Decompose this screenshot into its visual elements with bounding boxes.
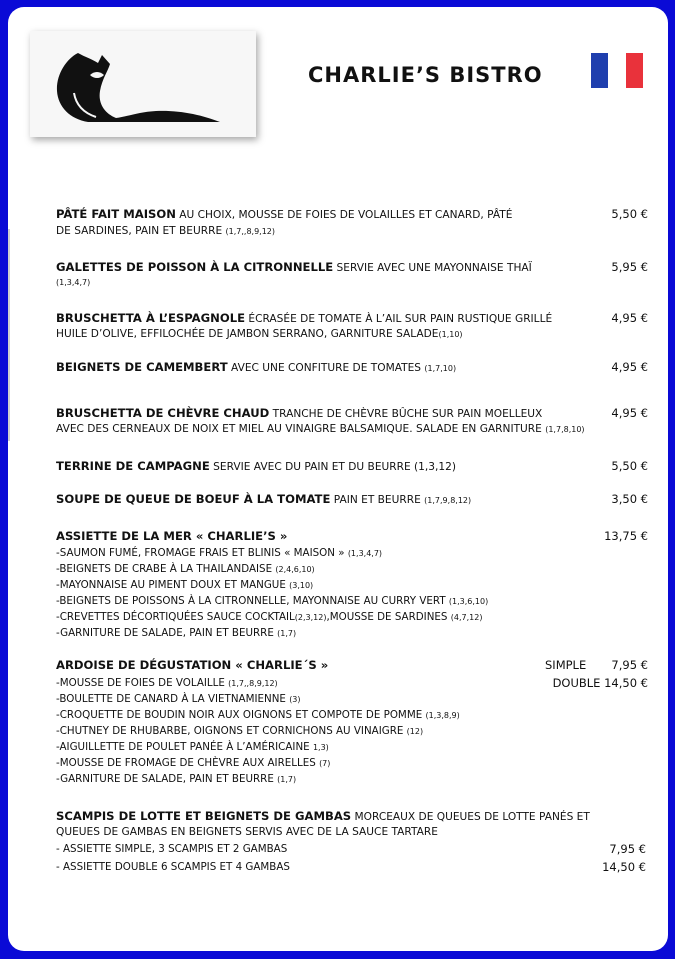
menu-item <box>56 359 456 377</box>
item-description-cont: DE SARDINES, PAIN ET BEURRE <box>56 225 226 237</box>
item-name: GALETTES DE POISSON À LA CITRONNELLE <box>56 260 334 274</box>
item-allergens: (1,7,10) <box>424 364 457 373</box>
simple-label: SIMPLE <box>545 658 587 672</box>
platter-line-allergens: (3) <box>289 695 301 704</box>
platter-line-text: ,MOUSSE DE SARDINES <box>326 611 451 623</box>
simple-price: 7,95 € <box>611 658 648 672</box>
double-option: DOUBLE 14,50 € <box>552 676 648 690</box>
item-description: SERVIE AVEC UNE MAYONNAISE THAÏ <box>333 262 532 274</box>
platter-line <box>56 609 482 626</box>
item-name: BEIGNETS DE CAMEMBERT <box>56 360 228 374</box>
item-price: 4,95 € <box>611 406 648 420</box>
option-price: 7,95 € <box>609 842 646 856</box>
platter-line <box>56 593 488 610</box>
item-description-line <box>56 326 463 343</box>
item-description: AU CHOIX, MOUSSE DE FOIES DE VOLAILLES ET CANARD, PÂTÉ <box>175 209 513 221</box>
platter-line-allergens: (2,4,6,10) <box>275 565 315 574</box>
platter-line-text: -BEIGNETS DE CRABE À LA THAILANDAISE <box>56 563 276 575</box>
item-description: ÉCRASÉE DE TOMATE À L’AIL SUR PAIN RUSTIQUE GRILLÉ <box>245 313 553 325</box>
platter-price: 13,75 € <box>604 529 648 543</box>
menu-item <box>56 206 512 223</box>
item-price: 4,95 € <box>611 311 648 325</box>
item-name: TERRINE DE CAMPAGNE <box>56 459 210 473</box>
platter-line-text: -GARNITURE DE SALADE, PAIN ET BEURRE <box>56 773 278 785</box>
item-description: TRANCHE DE CHÈVRE BÛCHE SUR PAIN MOELLEUX <box>269 408 543 420</box>
platter-line <box>56 577 313 594</box>
platter-line-text: -BOULETTE DE CANARD À LA VIETNAMIENNE <box>56 693 290 705</box>
platter-line-allergens: (2,3,12) <box>294 613 327 622</box>
platter-line-allergens: (1,7,,8,9,12) <box>228 679 278 688</box>
french-flag <box>591 53 643 88</box>
platter-line-text: -CHUTNEY DE RHUBARBE, OIGNONS ET CORNICHONS AU VINAIGRE <box>56 725 407 737</box>
cat-logo <box>30 31 256 137</box>
item-description-line <box>56 421 585 438</box>
item-description-line <box>56 824 438 840</box>
platter-line <box>56 755 330 772</box>
menu-item-scampis <box>56 808 590 825</box>
platter-mer <box>56 528 287 545</box>
item-price: 3,50 € <box>611 492 648 506</box>
item-description: SERVIE AVEC DU PAIN ET DU BEURRE (1,3,12) <box>209 461 457 473</box>
platter-line-allergens: (12) <box>406 727 424 736</box>
option-line: - ASSIETTE DOUBLE 6 SCAMPIS ET 4 GAMBAS <box>56 861 290 873</box>
platter-line-allergens: (1,3,4,7) <box>347 549 383 558</box>
item-allergens: (1,10) <box>438 330 463 339</box>
platter-line <box>56 771 296 788</box>
platter-line-allergens: (1,7) <box>277 629 297 638</box>
platter-line <box>56 625 296 642</box>
platter-name: ARDOISE DE DÉGUSTATION « CHARLIE´S » <box>56 658 329 672</box>
page-edge <box>8 229 10 441</box>
item-allergens: (1,7,,8,9,12) <box>225 227 276 236</box>
menu-item <box>56 310 552 327</box>
menu-item <box>56 405 542 422</box>
platter-line <box>56 707 460 724</box>
page-title: CHARLIE’S BISTRO <box>308 63 543 87</box>
item-price: 4,95 € <box>611 360 648 374</box>
item-name: BRUSCHETTA DE CHÈVRE CHAUD <box>56 406 270 420</box>
item-description-cont: HUILE D’OLIVE, EFFILOCHÉE DE JAMBON SERRANO, GARNITURE SALADE <box>56 328 439 340</box>
item-price: 5,50 € <box>611 459 648 473</box>
platter-line-text: -CREVETTES DÉCORTIQUÉES SAUCE COCKTAIL <box>56 611 295 623</box>
item-description: AVEC UNE CONFITURE DE TOMATES <box>227 362 425 374</box>
platter-name: ASSIETTE DE LA MER « CHARLIE’S » <box>56 529 288 543</box>
menu-item <box>56 458 456 475</box>
platter-line <box>56 739 329 756</box>
platter-line-text: -GARNITURE DE SALADE, PAIN ET BEURRE <box>56 627 278 639</box>
platter-line-allergens: (1,3,6,10) <box>448 597 489 606</box>
item-allergens: (1,7,9,8,12) <box>424 496 472 505</box>
platter-line-allergens: (7) <box>319 759 331 768</box>
item-name: PÂTÉ FAIT MAISON <box>56 207 176 221</box>
flag-red-stripe <box>626 53 643 88</box>
platter-line-allergens: (4,7,12) <box>450 613 483 622</box>
menu-item <box>56 259 532 276</box>
item-description-cont: QUEUES DE GAMBAS EN BEIGNETS SERVIS AVEC DE LA SAUCE TARTARE <box>56 826 438 838</box>
item-name: BRUSCHETTA À L’ESPAGNOLE <box>56 311 246 325</box>
platter-line-text: -MOUSSE DE FOIES DE VOLAILLE <box>56 677 229 689</box>
option-price: 14,50 € <box>602 860 646 874</box>
platter-line <box>56 675 278 692</box>
option-line: - ASSIETTE SIMPLE, 3 SCAMPIS ET 2 GAMBAS <box>56 843 288 855</box>
item-description-line <box>56 274 90 291</box>
item-description: MORCEAUX DE QUEUES DE LOTTE PANÉS ET <box>351 811 590 823</box>
flag-white-stripe <box>608 53 625 88</box>
item-price: 5,50 € <box>611 207 648 221</box>
item-name: SCAMPIS DE LOTTE ET BEIGNETS DE GAMBAS <box>56 809 352 823</box>
flag-blue-stripe <box>591 53 608 88</box>
platter-line <box>56 691 301 708</box>
item-description: PAIN ET BEURRE <box>330 494 425 506</box>
menu-sheet <box>8 7 668 951</box>
platter-line-text: -MOUSSE DE FROMAGE DE CHÈVRE AUX AIRELLES <box>56 757 320 769</box>
platter-line-text: -CROQUETTE DE BOUDIN NOIR AUX OIGNONS ET COMPOTE DE POMME <box>56 709 426 721</box>
platter-line-text: -SAUMON FUMÉ, FROMAGE FRAIS ET BLINIS « MAISON » <box>56 547 348 559</box>
item-price: 5,95 € <box>611 260 648 274</box>
platter-ardoise <box>56 657 328 674</box>
platter-line-allergens: 1,3) <box>312 743 329 752</box>
platter-line <box>56 545 382 562</box>
platter-line-allergens: (1,7) <box>277 775 297 784</box>
item-description-cont: AVEC DES CERNEAUX DE NOIX ET MIEL AU VINAIGRE BALSAMIQUE. SALADE EN GARNITURE <box>56 423 546 435</box>
platter-line-allergens: (3,10) <box>289 581 314 590</box>
platter-line-text: -BEIGNETS DE POISSONS À LA CITRONNELLE, MAYONNAISE AU CURRY VERT <box>56 595 449 607</box>
item-description-line <box>56 223 275 240</box>
item-allergens: (1,7,8,10) <box>545 425 585 434</box>
platter-line <box>56 723 423 740</box>
menu-item <box>56 491 471 509</box>
platter-line-text: -AIGUILLETTE DE POULET PANÉE À L’AMÉRICAINE <box>56 741 313 753</box>
platter-line-text: -MAYONNAISE AU PIMENT DOUX ET MANGUE <box>56 579 290 591</box>
platter-line-allergens: (1,3,8,9) <box>425 711 460 720</box>
platter-line <box>56 561 315 578</box>
item-allergens: (1,3,4,7) <box>56 278 91 287</box>
item-name: SOUPE DE QUEUE DE BOEUF À LA TOMATE <box>56 492 331 506</box>
